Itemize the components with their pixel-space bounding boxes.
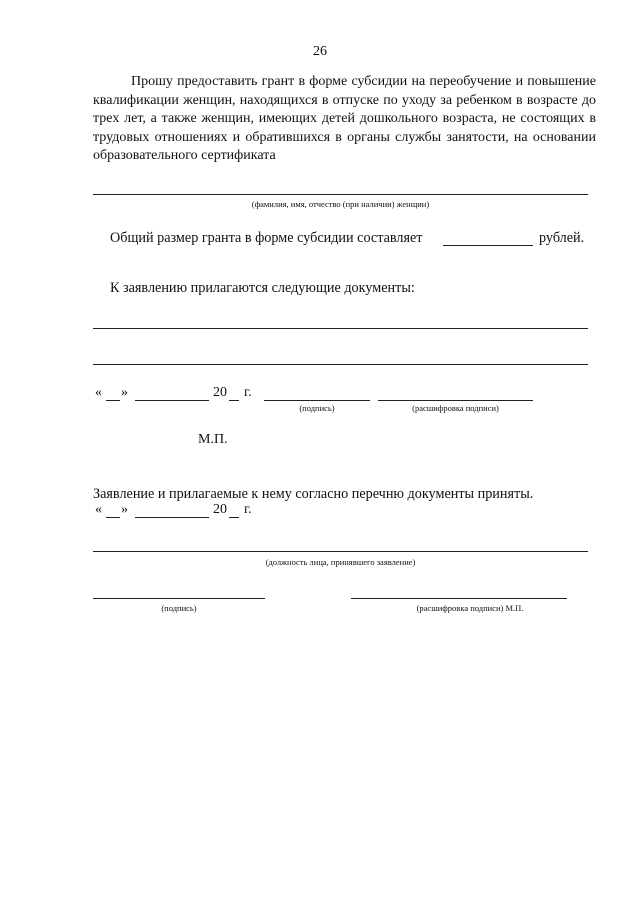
accepted-date-year-prefix: 20 <box>213 502 227 517</box>
stamp-place: М.П. <box>198 432 228 447</box>
grant-amount-blank <box>443 245 533 246</box>
accepted-date-day-blank <box>106 517 120 518</box>
grant-amount-prefix: Общий размер гранта в форме субсидии составляет <box>110 230 423 246</box>
documents-line-1 <box>93 328 588 329</box>
signature-decoding-caption: (расшифровка подписи) <box>412 403 499 413</box>
request-paragraph: Прошу предоставить грант в форме субсидии на переобучение и повышение квалификации женщин, находящихся в отпуске по уходу за ребенком в возрасте до трех лет, а также женщин, имеющих детей дошкольного возраста, не состоящих в трудовых отношениях и обратившихся в органы службы занятости, на основании образовательного сертификата <box>93 74 596 163</box>
fio-line <box>93 194 588 195</box>
accepted-date-year-blank <box>229 517 239 518</box>
acceptor-signature-line <box>93 598 265 599</box>
date-year-blank <box>229 400 239 401</box>
accepted-date-quote-close: » <box>121 502 128 517</box>
acceptor-signature-decoding-caption: (расшифровка подписи) М.П. <box>416 603 524 613</box>
acceptor-signature-caption: (подпись) <box>161 603 197 613</box>
accepted-date-month-blank <box>135 517 209 518</box>
accepted-date-quote-open: « <box>95 502 102 517</box>
signature-caption: (подпись) <box>299 403 335 413</box>
signature-line <box>264 400 370 401</box>
fio-caption: (фамилия, имя, отчество (при наличии) женщин) <box>251 199 430 209</box>
grant-amount-text <box>110 230 423 247</box>
documents-line-2 <box>93 364 588 365</box>
page-number: 26 <box>313 44 327 59</box>
documents-attached-heading: К заявлению прилагаются следующие документы: <box>110 280 415 296</box>
date-quote-open: « <box>95 385 102 400</box>
date-day-blank <box>106 400 120 401</box>
signature-decoding-line <box>378 400 533 401</box>
position-line <box>93 551 588 552</box>
date-year-suffix: г. <box>244 385 252 400</box>
date-quote-close: » <box>121 385 128 400</box>
position-caption: (должность лица, принявшего заявление) <box>265 557 416 567</box>
date-year-prefix: 20 <box>213 385 227 400</box>
grant-amount-suffix: рублей. <box>539 230 585 246</box>
acceptor-signature-decoding-line <box>351 598 567 599</box>
accepted-date-year-suffix: г. <box>244 502 252 517</box>
accepted-statement: Заявление и прилагаемые к нему согласно перечню документы приняты. <box>93 486 534 502</box>
date-month-blank <box>135 400 209 401</box>
